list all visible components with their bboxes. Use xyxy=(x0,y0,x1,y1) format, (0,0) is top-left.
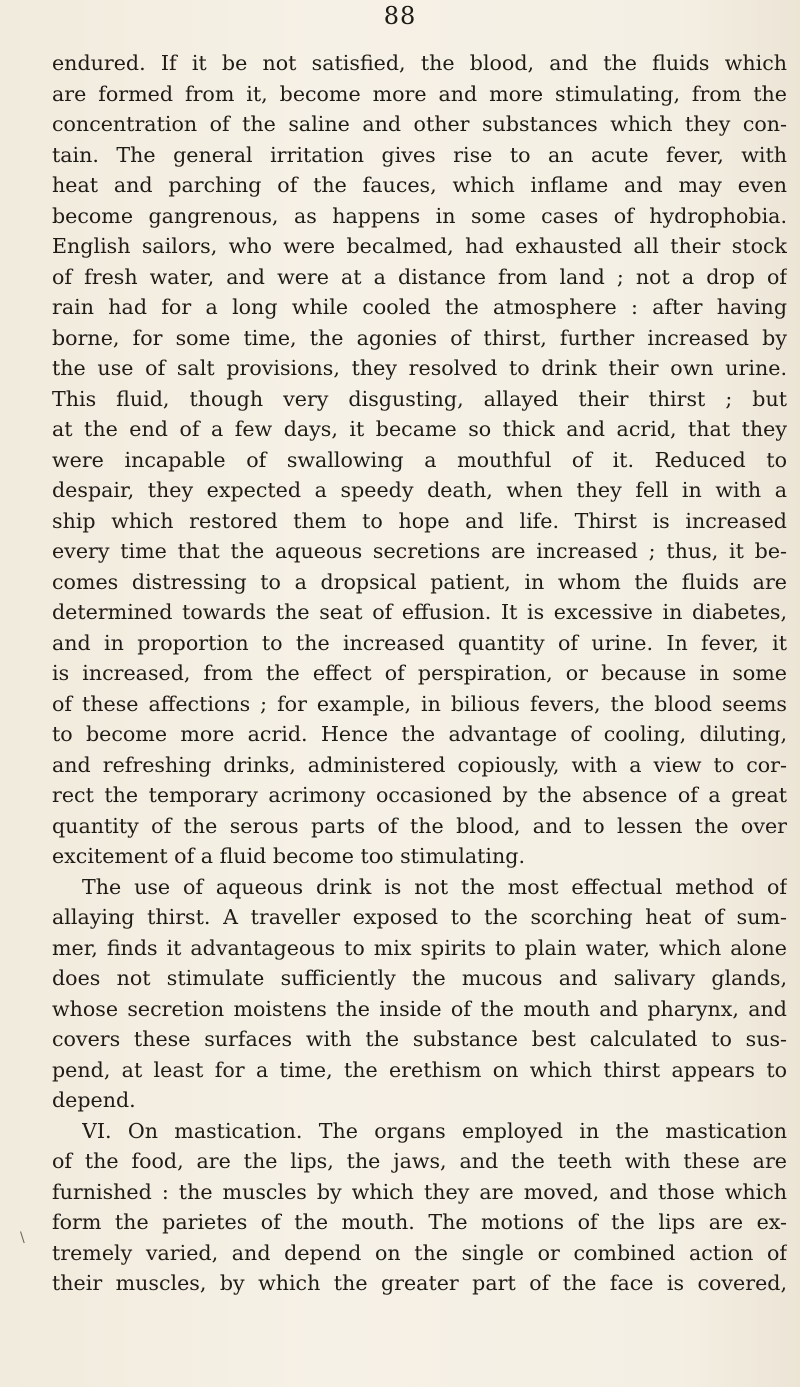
text-line: depend. xyxy=(52,1088,136,1112)
text-line: and refreshing drinks, administered copiously, with a view to cor- xyxy=(52,752,787,777)
text-line: rain had for a long while cooled the atmosphere : after having xyxy=(52,295,787,319)
text-line: were incapable of swallowing a mouthful of it. Reduced to xyxy=(52,447,787,472)
text-line: every time that the aqueous secretions are increased ; thus, it be- xyxy=(52,539,787,563)
text-line: comes distressing to a dropsical patient, in whom the fluids are xyxy=(52,569,787,594)
text-line: ship which restored them to hope and life. Thirst is increased xyxy=(52,508,787,533)
text-line: furnished : the muscles by which they are moved, and those which xyxy=(52,1179,787,1204)
text-line: and in proportion to the increased quantity of urine. In fever, it xyxy=(52,630,787,655)
text-line: tremely varied, and depend on the single or combined action of xyxy=(52,1240,787,1265)
page-number: 88 xyxy=(383,2,417,30)
text-line: allaying thirst. A traveller exposed to the scorching heat of sum- xyxy=(52,905,787,929)
text-line: borne, for some time, the agonies of thirst, further increased by xyxy=(52,325,787,350)
text-line: mer, finds it advantageous to mix spirits to plain water, which alone xyxy=(52,935,787,960)
text-line: does not stimulate sufficiently the mucous and salivary glands, xyxy=(52,966,787,990)
text-line: their muscles, by which the greater part of the face is covered, xyxy=(52,1271,787,1295)
text-line: tain. The general irritation gives rise to an acute fever, with xyxy=(52,142,787,167)
text-line: concentration of the saline and other substances which they con- xyxy=(52,112,787,136)
text-line: whose secretion moistens the inside of the mouth and pharynx, and xyxy=(52,996,787,1021)
text-line: endured. If it be not satisfied, the blood, and the fluids which xyxy=(52,51,787,75)
text-line: is increased, from the effect of perspiration, or because in some xyxy=(52,661,787,685)
text-line: despair, they expected a speedy death, when they fell in with a xyxy=(52,478,787,502)
text-line: determined towards the seat of effusion. It is excessive in diabetes, xyxy=(52,600,787,624)
margin-mark: \ xyxy=(20,1230,25,1246)
text-line: This fluid, though very disgusting, allayed their thirst ; but xyxy=(52,386,787,411)
text-line: The use of aqueous drink is not the most effectual method of xyxy=(82,874,787,899)
text-line: the use of salt provisions, they resolved to drink their own urine. xyxy=(52,356,787,380)
text-line: VI. On mastication. The organs employed in the mastication xyxy=(82,1118,787,1143)
text-line: to become more acrid. Hence the advantage of cooling, diluting, xyxy=(52,722,787,746)
text-line: pend, at least for a time, the erethism on which thirst appears to xyxy=(52,1057,787,1082)
text-line: of these affections ; for example, in bilious fevers, the blood seems xyxy=(52,691,787,716)
text-line: of the food, are the lips, the jaws, and the teeth with these are xyxy=(52,1149,787,1173)
text-line: quantity of the serous parts of the blood, and to lessen the over xyxy=(52,813,787,838)
text-line: of fresh water, and were at a distance from land ; not a drop of xyxy=(52,264,787,289)
text-line: English sailors, who were becalmed, had exhausted all their stock xyxy=(52,234,787,258)
text-line: excitement of a fluid become too stimulating. xyxy=(52,844,526,868)
text-line: become gangrenous, as happens in some cases of hydrophobia. xyxy=(52,203,787,228)
text-line: at the end of a few days, it became so thick and acrid, that they xyxy=(52,417,787,441)
text-line: covers these surfaces with the substance best calculated to sus- xyxy=(52,1027,787,1051)
text-line: are formed from it, become more and more stimulating, from the xyxy=(52,81,787,106)
text-line: rect the temporary acrimony occasioned by the absence of a great xyxy=(52,783,787,807)
text-line: form the parietes of the mouth. The motions of the lips are ex- xyxy=(52,1210,787,1234)
text-line: heat and parching of the fauces, which inflame and may even xyxy=(52,173,787,197)
